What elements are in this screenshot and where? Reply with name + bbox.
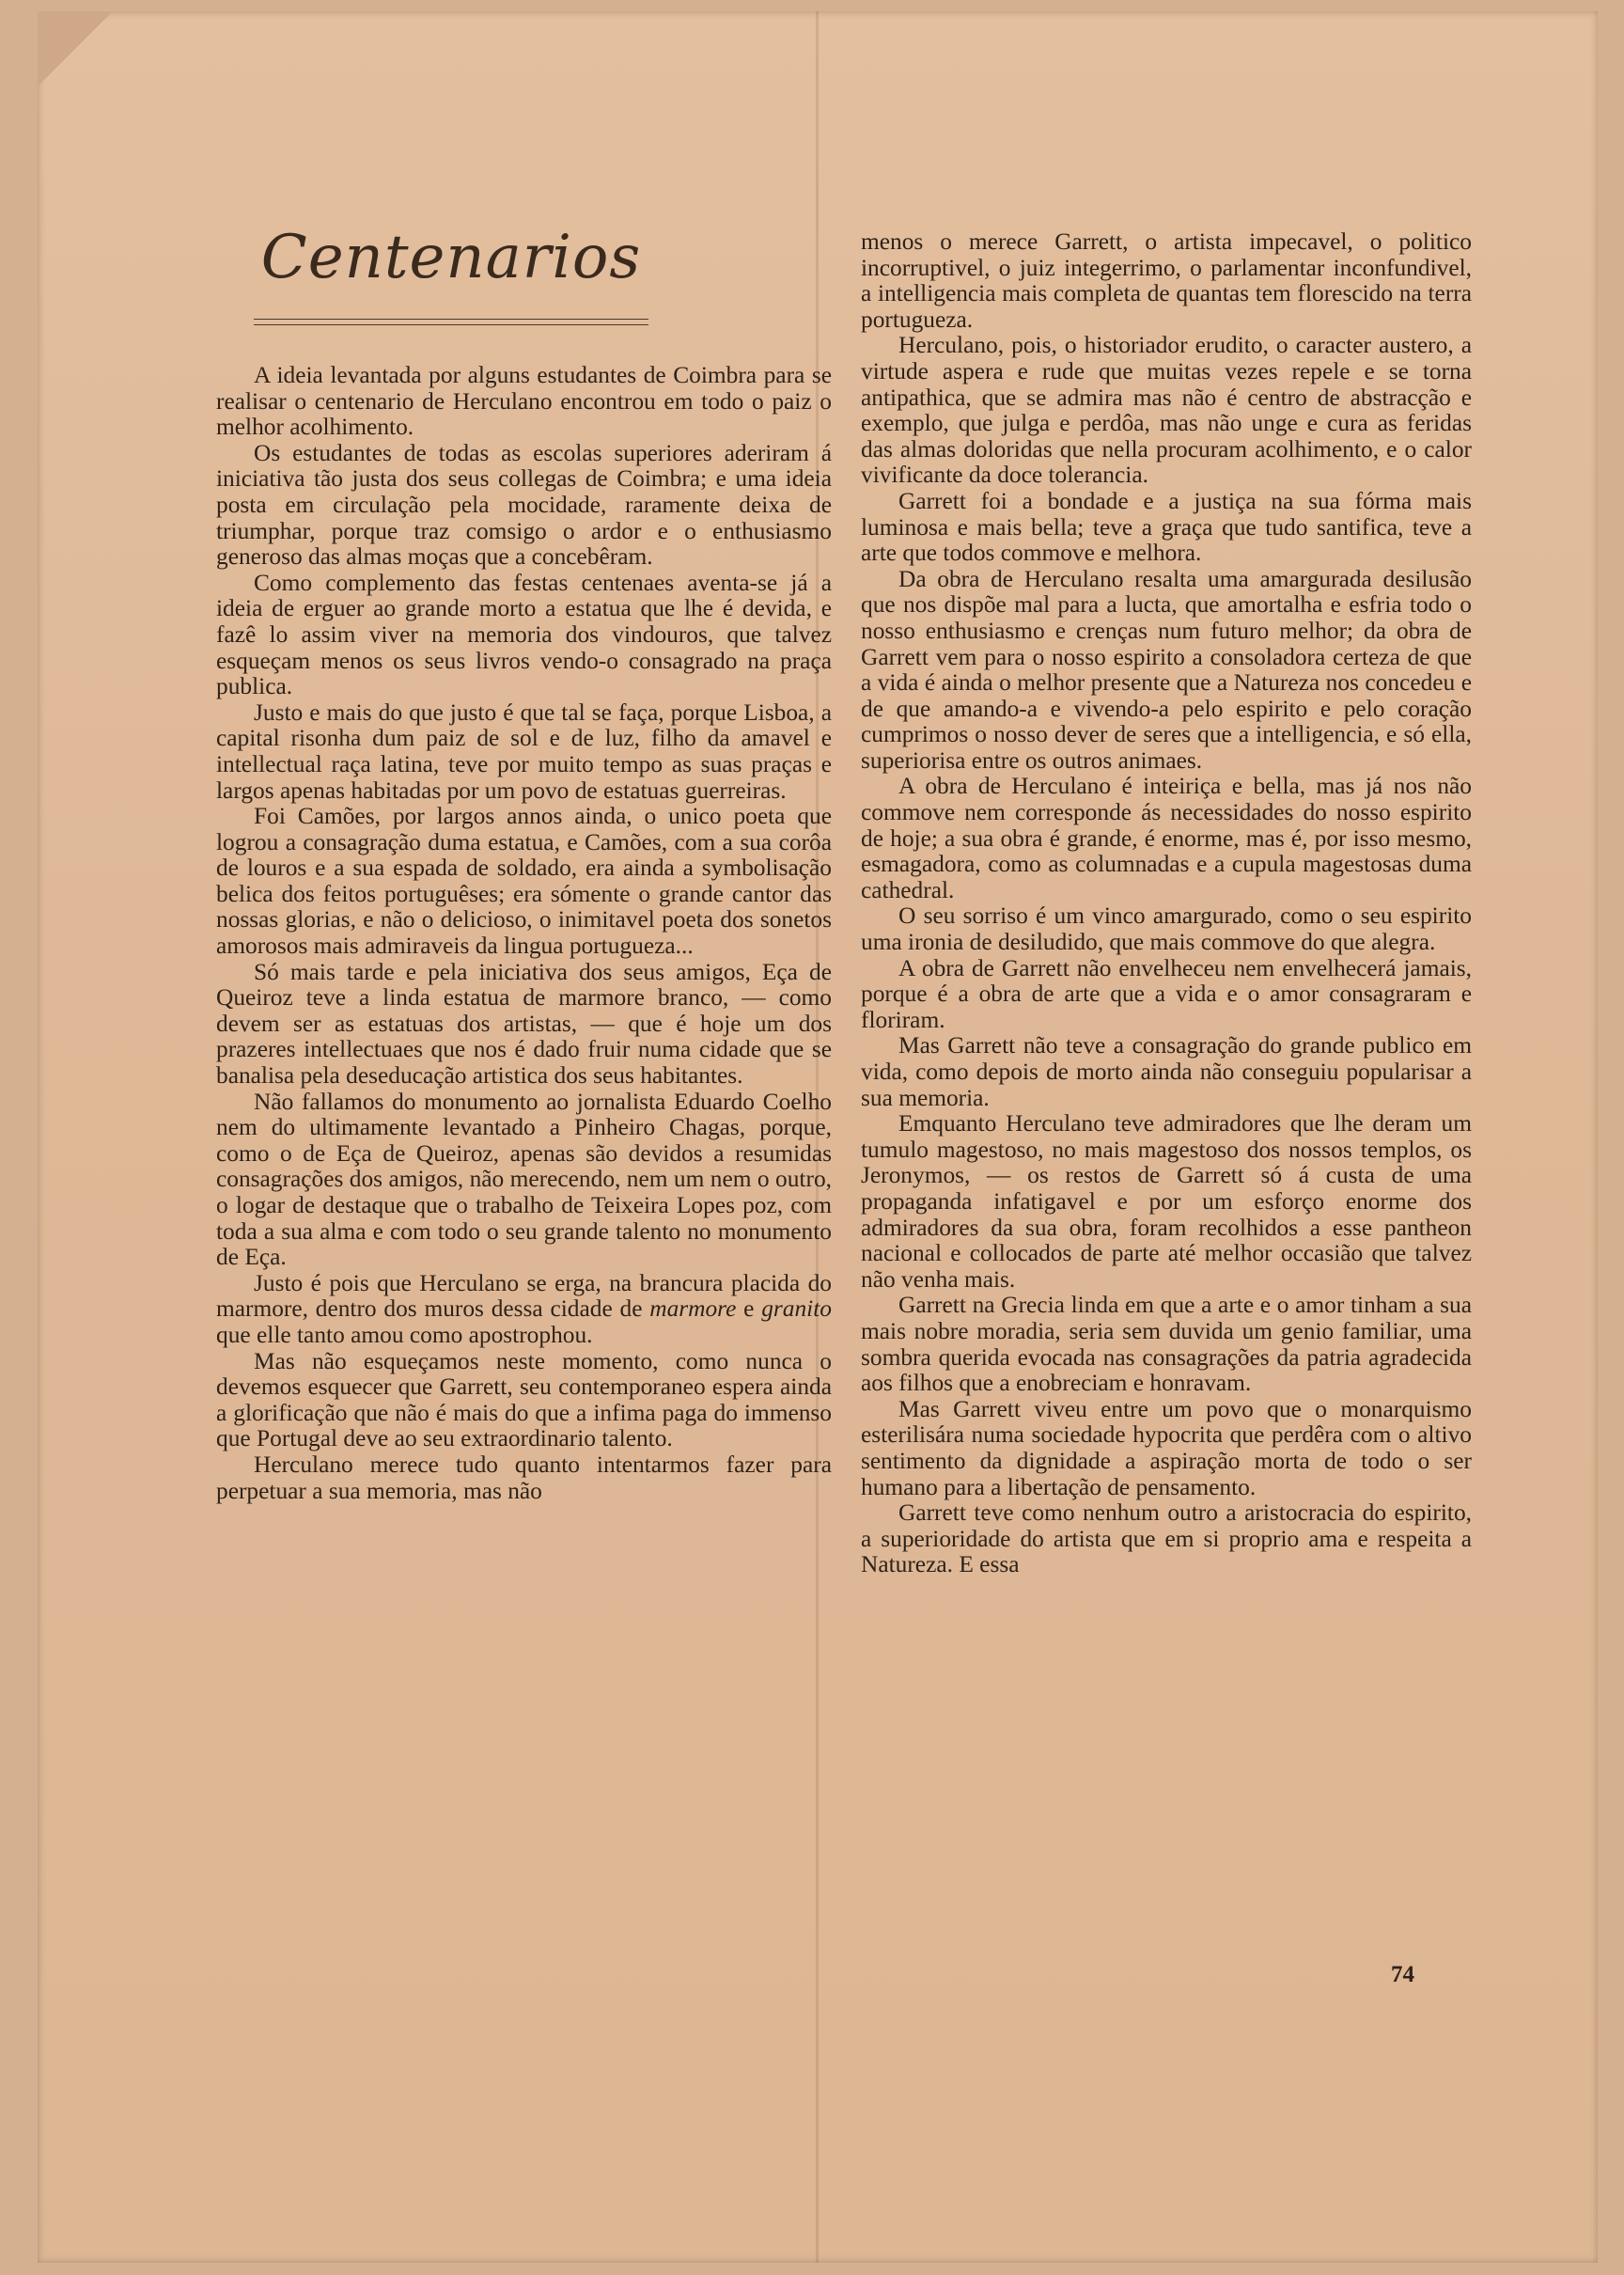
paragraph: menos o merece Garrett, o artista impecavel, o politico incorruptivel, o juiz integerrimo, o parlamentar inconfundivel, a intelligencia mais completa de quantas tem florescido na terra portugueza. [861,228,1472,333]
text-run: e [736,1295,762,1323]
paragraph: Não fallamos do monumento ao jornalista Eduardo Coelho nem do ultimamente levantado a Pinheiro Chagas, porque, como o de Eça de Queiroz, apenas são devidos a resumidas consagrações dos amigos, não merecendo, nem um nem o outro, o logar de destaque que o trabalho de Teixeira Lopes poz, com toda a sua alma e com todo o seu grande talento no monumento de Eça. [216,1088,832,1271]
paragraph: Da obra de Herculano resalta uma amargurada desilusão que nos dispõe mal para a lucta, que amortalha e esfria todo o nosso enthusiasmo e crenças num futuro melhor; da obra de Garrett vem para o nosso espirito a consoladora certeza de que a vida é ainda o melhor presente que a Natureza nos concedeu e de que amando-a e vivendo-a pelo espirito e pelo coração cumprimos o nosso dever de seres que a intelligencia, e só ella, superiorisa entre os outros animaes. [861,565,1472,774]
paragraph: Herculano merece tudo quanto intentarmos fazer para perpetuar a sua memoria, mas não [216,1451,832,1504]
paragraph: Mas não esqueçamos neste momento, como nunca o devemos esquecer que Garrett, seu contemporaneo espera ainda a glorificação que não é mais do que a infima paga do immenso que Portugal deve ao seu extraordinario talento. [216,1347,832,1452]
title-block [226,213,677,345]
title-rule [254,319,648,320]
paragraph: Emquanto Herculano teve admiradores que lhe deram um tumulo magestoso, no mais magestoso dos nossos templos, os Jeronymos, — os restos de Garrett só á custa de uma propaganda infatigavel e por um esforço enorme dos admiradores da sua obra, foram recolhidos a esse pantheon nacional e collocados de parte até melhor occasião que talvez não venha mais. [861,1110,1472,1293]
paragraph: Os estudantes de todas as escolas superiores aderiram á iniciativa tão justa dos seus collegas de Coimbra; e uma ideia posta em circulação pela mocidade, raramente deixa de triumphar, porque traz comsigo o ardor e o enthusiasmo generoso das almas moças que a concebêram. [216,439,832,571]
paragraph: Foi Camões, por largos annos ainda, o unico poeta que logrou a consagração duma estatua, e Camões, com a sua corôa de louros e a sua espada de soldado, era ainda a symbolisação belica dos feitos portuguêses; era sómente o grande cantor das nossas glorias, e não o delicioso, o inimitavel poeta dos sonetos amorosos mais admiraveis da lingua portugueza... [216,803,832,960]
newspaper-page [38,11,1598,2263]
left-column [216,363,832,1504]
paragraph: O seu sorriso é um vinco amargurado, como o seu espirito uma ironia de desiludido, que mais commove do que alegra. [861,902,1472,956]
paragraph: Herculano, pois, o historiador erudito, o caracter austero, a virtude aspera e rude que muitas vezes repele e se torna antipathica, que se admira mas não é centro de abstracção e exemplo, que julga e perdôa, mas não unge e cura as feridas das almas doloridas que nella procuram acolhimento, e o calor vivificante da doce tolerancia. [861,332,1472,489]
text-run: que elle tanto amou como apostrophou. [216,1321,593,1348]
paragraph [216,1271,832,1349]
paragraph: Mas Garrett viveu entre um povo que o monarquismo esterilisára numa sociedade hypocrita que perdêra com o altivo sentimento da dignidade a aspiração morta de todo o ser humano para a libertação de pensamento. [861,1395,1472,1500]
paragraph: Garrett na Grecia linda em que a arte e o amor tinham a sua mais nobre moradia, seria sem duvida um genio familiar, uma sombra querida evocada nas consagrações da patria agradecida aos filhos que a enobreciam e honravam. [861,1292,1472,1397]
paragraph: A obra de Herculano é inteiriça e bella, mas já nos não commove nem corresponde ás necessidades do nosso espirito de hoje; a sua obra é grande, é enorme, mas é, por isso mesmo, esmagadora, como as columnadas e a cupula magestosas duma cathedral. [861,773,1472,903]
paragraph: Garrett teve como nenhum outro a aristocracia do espirito, a superioridade do artista que em si proprio ama e respeita a Natureza. E essa [861,1499,1472,1578]
right-column [861,229,1472,1578]
paragraph: Mas Garrett não teve a consagração do grande publico em vida, como depois de morto ainda não conseguiu popularisar a sua memoria. [861,1032,1472,1111]
paragraph: Garrett foi a bondade e a justiça na sua fórma mais luminosa e mais bella; teve a graça que tudo santifica, teve a arte que todos commove e melhora. [861,487,1472,567]
torn-corner [38,11,113,86]
text-run: Justo é pois que Herculano se erga, na brancura placida do marmore, dentro dos muros dessa cidade de [216,1269,832,1323]
article-title: Centenarios [260,223,642,292]
italic-word: granito [761,1295,832,1323]
italic-word: marmore [649,1295,737,1323]
title-rule [254,324,648,325]
paragraph: Justo e mais do que justo é que tal se faça, porque Lisboa, a capital risonha dum paiz de sol e de luz, filho da amavel e intellectual raça latina, teve por muito tempo as suas praças e largos apenas habitadas por um povo de estatuas guerreiras. [216,698,832,804]
paragraph: Como complemento das festas centenaes aventa-se já a ideia de erguer ao grande morto a estatua que lhe é devida, e fazê lo assim viver na memoria dos vindouros, que talvez esqueçam menos os seus livros vendo-o consagrado na praça publica. [216,569,832,700]
paragraph: A ideia levantada por alguns estudantes de Coimbra para se realisar o centenario de Herculano encontrou em todo o paiz o melhor acolhimento. [216,362,832,441]
paragraph: Só mais tarde e pela iniciativa dos seus amigos, Eça de Queiroz teve a linda estatua de marmore branco, — como devem ser as estatuas dos artistas, — que é hoje um dos prazeres intellectuaes que nos é dado fruir numa cidade que se banalisa pela deseducação artistica dos seus habitantes. [216,958,832,1090]
paragraph: A obra de Garrett não envelheceu nem envelhecerá jamais, porque é a obra de arte que a vida e o amor consagraram e floriram. [861,954,1472,1033]
page-number: 74 [1391,1962,1414,1987]
